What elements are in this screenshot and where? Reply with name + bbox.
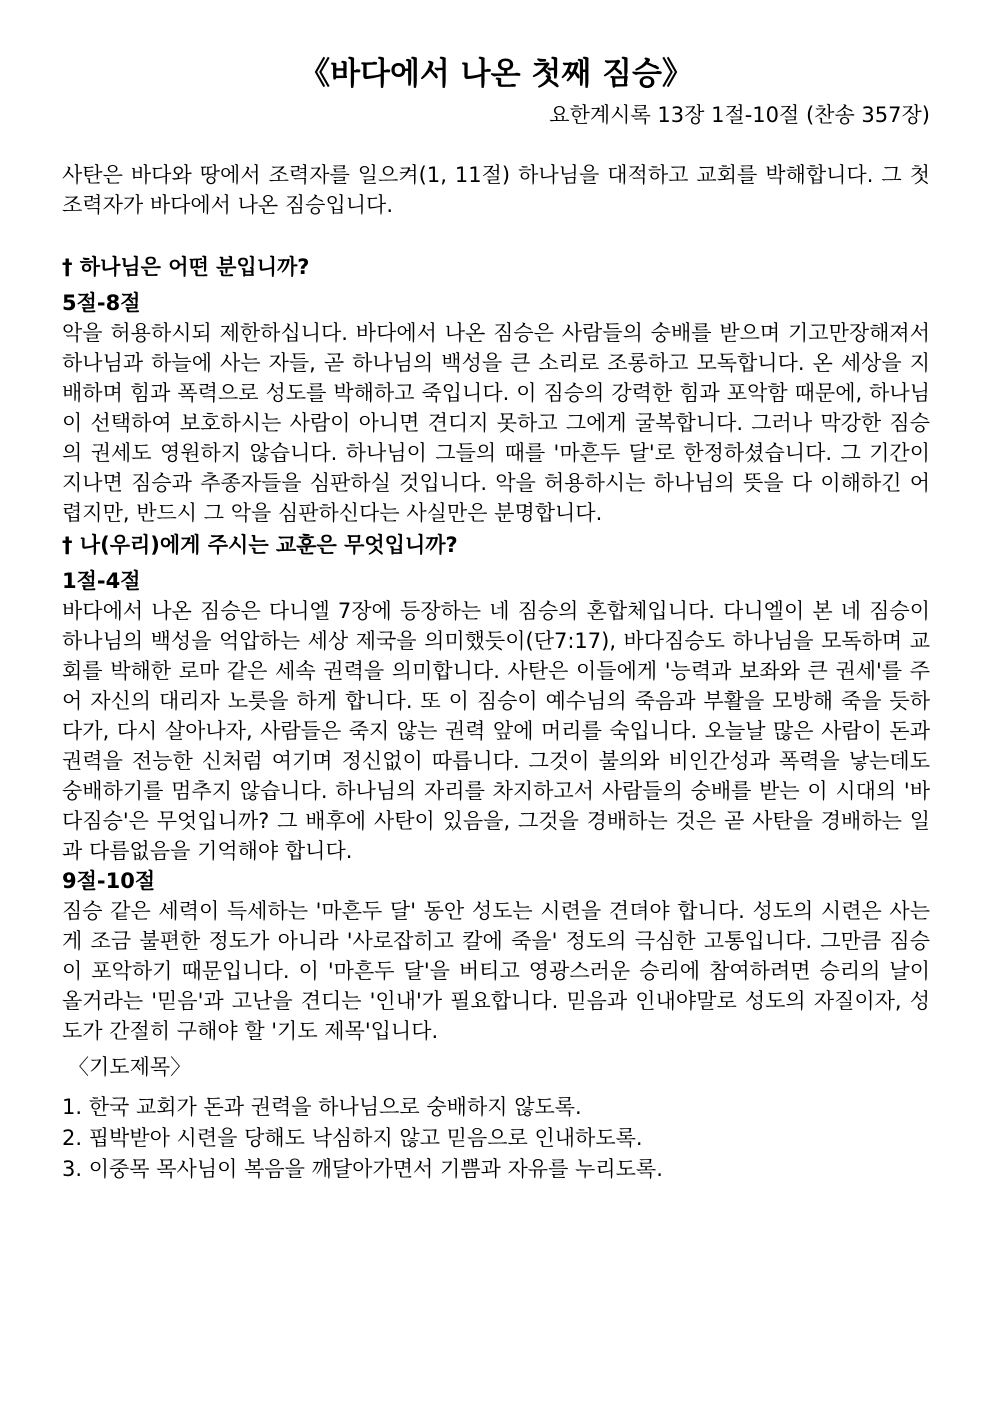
prayer-item: 1. 한국 교회가 돈과 권력을 하나님으로 숭배하지 않도록.	[62, 1095, 582, 1119]
prayer-item: 3. 이중목 목사님이 복음을 깨달아가면서 기쁨과 자유를 누리도록.	[62, 1157, 663, 1181]
section2-part2-paragraph: 짐승 같은 세력이 득세하는 '마흔두 달' 동안 성도는 시련을 견뎌야 합니다. 성도의 시련은 사는 게 조금 불편한 정도가 아니라 '사로잡히고 칼에 죽을' 정도의 극심한 고통입니다. 그만큼 짐승이 포악하기 때문입니다. 이 '마흔두 달'을 버티고 영광스러운 승리에 참여하려면 승리의 날이 올거라는 '믿음'과 고난을 견디는 '인내'가 필요합니다. 믿음과 인내야말로 성도의 자질이자, 성도가 간절히 구해야 할 '기도 제목'입니다.	[62, 899, 930, 1043]
section2-part1-paragraph: 바다에서 나온 짐승은 다니엘 7장에 등장하는 네 짐승의 혼합체입니다. 다니엘이 본 네 짐승이 하나님의 백성을 억압하는 세상 제국을 의미했듯이(단7:17), 바다짐승도 하나님을 모독하며 교회를 박해한 로마 같은 세속 권력을 의미합니다. 사탄은 이들에게 '능력과 보좌와 큰 권세'를 주어 자신의 대리자 노릇을 하게 합니다. 또 이 짐승이 예수님의 죽음과 부활을 모방해 죽을 듯하다가, 다시 살아나자, 사람들은 죽지 않는 권력 앞에 머리를 숙입니다. 오늘날 많은 사람이 돈과 권력을 전능한 신처럼 여기며 정신없이 따릅니다. 그것이 불의와 비인간성과 폭력을 낳는데도 숭배하기를 멈추지 않습니다. 하나님의 자리를 차지하고서 사람들의 숭배를 받는 이 시대의 '바다짐승'은 무엇입니까? 그 배후에 사탄이 있음을, 그것을 경배하는 것은 곧 사탄을 경배하는 일과 다름없음을 기억해야 합니다.	[62, 599, 930, 863]
prayer-heading: 〈기도제목〉	[68, 1055, 192, 1079]
verse-label-5-8: 5절-8절	[62, 291, 141, 315]
section1-paragraph: 악을 허용하시되 제한하십니다. 바다에서 나온 짐승은 사람들의 숭배를 받으며 기고만장해져서 하나님과 하늘에 사는 자들, 곧 하나님의 백성을 큰 소리로 조롱하고 모독합니다. 온 세상을 지배하며 힘과 폭력으로 성도를 박해하고 죽입니다. 이 짐승의 강력한 힘과 포악함 때문에, 하나님이 선택하여 보호하시는 사람이 아니면 견디지 못하고 그에게 굴복합니다. 그러나 막강한 짐승의 권세도 영원하지 않습니다. 하나님이 그들의 때를 '마흔두 달'로 한정하셨습니다. 그 기간이 지나면 짐승과 추종자들을 심판하실 것입니다. 악을 허용하시는 하나님의 뜻을 다 이해하긴 어렵지만, 반드시 그 악을 심판하신다는 사실만은 분명합니다.	[62, 321, 930, 525]
prayer-list	[62, 1092, 930, 1185]
scripture-reference: 요한계시록 13장 1절-10절 (찬송 357장)	[549, 103, 930, 127]
prayer-item: 2. 핍박받아 시련을 당해도 낙심하지 않고 믿음으로 인내하도록.	[62, 1126, 643, 1150]
question-who-is-god: † 하나님은 어떤 분입니까?	[62, 255, 310, 279]
page-title: 《바다에서 나온 첫째 짐승》	[299, 56, 693, 92]
devotional-page	[62, 52, 930, 1185]
intro-paragraph: 사탄은 바다와 땅에서 조력자를 일으켜(1, 11절) 하나님을 대적하고 교회를 박해합니다. 그 첫 조력자가 바다에서 나온 짐승입니다.	[62, 163, 930, 217]
verse-label-1-4: 1절-4절	[62, 569, 141, 593]
question-lesson: † 나(우리)에게 주시는 교훈은 무엇입니까?	[62, 533, 458, 557]
verse-label-9-10: 9절-10절	[62, 869, 156, 893]
